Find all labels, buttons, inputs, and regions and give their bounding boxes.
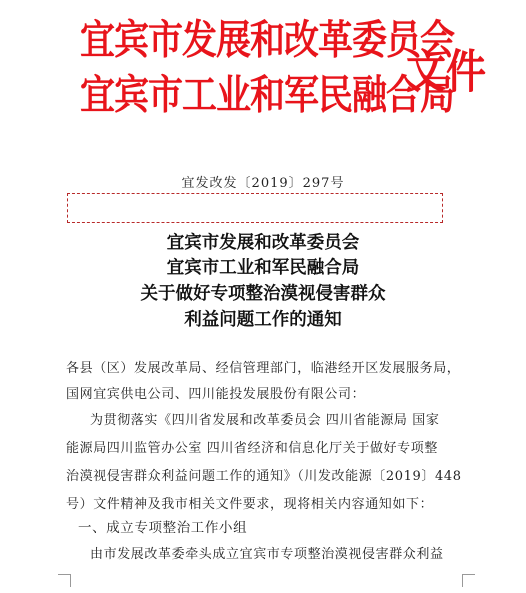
document-number: 宜发改发〔2019〕297号	[181, 176, 345, 191]
title-line-1: 宜宾市发展和改革委员会	[166, 233, 360, 253]
header-org-line-2: 宜宾市工业和军民融合局	[80, 73, 455, 119]
header-org-line-1: 宜宾市发展和改革委员会	[80, 18, 455, 64]
header-divider-box	[67, 193, 443, 223]
paragraph-1-line-1: 为贯彻落实《四川省发展和改革委员会 四川省能源局 国家	[90, 413, 440, 428]
header-doc-type: 文件	[406, 46, 486, 99]
paragraph-1-line-2: 能源局四川监管办公室 四川省经济和信息化厅关于做好专项整	[66, 441, 438, 456]
title-line-4: 利益问题工作的通知	[184, 310, 342, 330]
title-line-2: 宜宾市工业和军民融合局	[166, 258, 360, 278]
title-line-3: 关于做好专项整治漠视侵害群众	[140, 284, 386, 304]
paragraph-1-line-4: 号）文件精神及我市相关文件要求，现将相关内容通知如下：	[66, 497, 434, 512]
recipients-line-2: 国网宜宾供电公司、四川能投发展股份有限公司：	[66, 387, 366, 402]
section-1-heading: 一、成立专项整治工作小组	[78, 520, 248, 536]
paragraph-1-line-3: 治漠视侵害群众利益问题工作的通知》（川发改能源〔2019〕448	[66, 469, 462, 484]
recipients-line-1: 各县（区）发展改革局、经信管理部门，临港经开区发展服务局，	[66, 361, 461, 376]
section-1-line-1: 由市发展改革委牵头成立宜宾市专项整治漠视侵害群众利益	[90, 547, 444, 562]
page-corner-mark-right	[462, 574, 475, 587]
page-corner-mark-left	[58, 574, 71, 587]
